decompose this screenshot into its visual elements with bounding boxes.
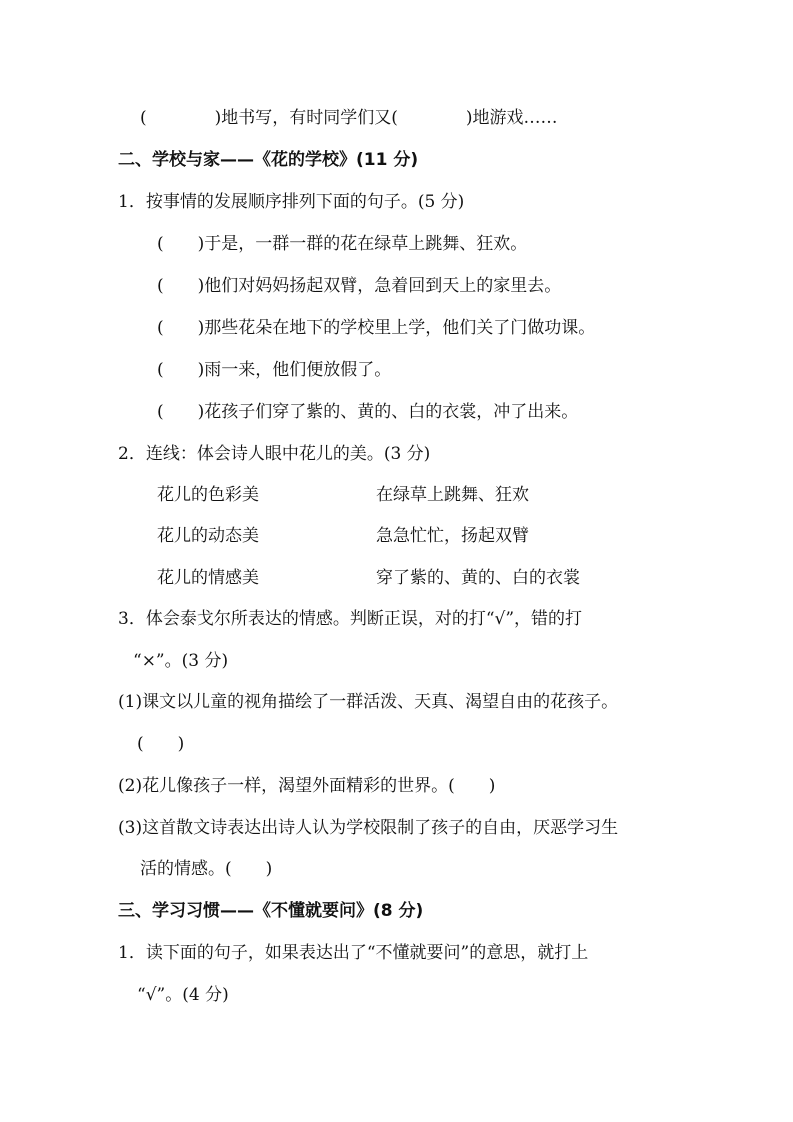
order-item: ( )他们对妈妈扬起双臂，急着回到天上的家里去。	[157, 276, 562, 296]
match-left-item: 花儿的动态美	[157, 526, 259, 546]
section-title: 二、学校与家——《花的学校》(11 分)	[118, 150, 419, 170]
judge-item: (3)这首散文诗表达出诗人认为学校限制了孩子的自由，厌恶学习生	[118, 818, 619, 838]
section-title: 三、学习习惯——《不懂就要问》(8 分)	[118, 901, 424, 921]
question-1-cont: “√”。(4 分)	[137, 985, 229, 1005]
answer-paren: ( )	[137, 734, 185, 754]
question-1: 1．读下面的句子，如果表达出了“不懂就要问”的意思，就打上	[118, 943, 589, 963]
text-line: ( )地书写，有时同学们又( )地游戏……	[140, 108, 558, 128]
order-item: ( )花孩子们穿了紫的、黄的、白的衣裳，冲了出来。	[157, 402, 579, 422]
question-2: 2．连线：体会诗人眼中花儿的美。(3 分)	[118, 444, 431, 464]
match-right-item: 穿了紫的、黄的、白的衣裳	[376, 568, 580, 588]
match-left-item: 花儿的色彩美	[157, 485, 259, 505]
question-3: 3．体会泰戈尔所表达的情感。判断正误，对的打“√”，错的打	[118, 609, 583, 629]
order-item: ( )雨一来，他们便放假了。	[157, 360, 392, 380]
judge-item-cont: 活的情感。( )	[140, 859, 273, 879]
match-left-item: 花儿的情感美	[157, 568, 259, 588]
order-item: ( )那些花朵在地下的学校里上学，他们关了门做功课。	[157, 318, 596, 338]
judge-item: (2)花儿像孩子一样，渴望外面精彩的世界。( )	[118, 776, 496, 796]
order-item: ( )于是，一群一群的花在绿草上跳舞、狂欢。	[157, 234, 528, 254]
question-1: 1．按事情的发展顺序排列下面的句子。(5 分)	[118, 192, 465, 212]
judge-item: (1)课文以儿童的视角描绘了一群活泼、天真、渴望自由的花孩子。	[118, 692, 619, 712]
match-right-item: 急急忙忙，扬起双臂	[376, 526, 529, 546]
question-3-cont: “×”。(3 分)	[133, 651, 229, 671]
match-right-item: 在绿草上跳舞、狂欢	[376, 485, 529, 505]
